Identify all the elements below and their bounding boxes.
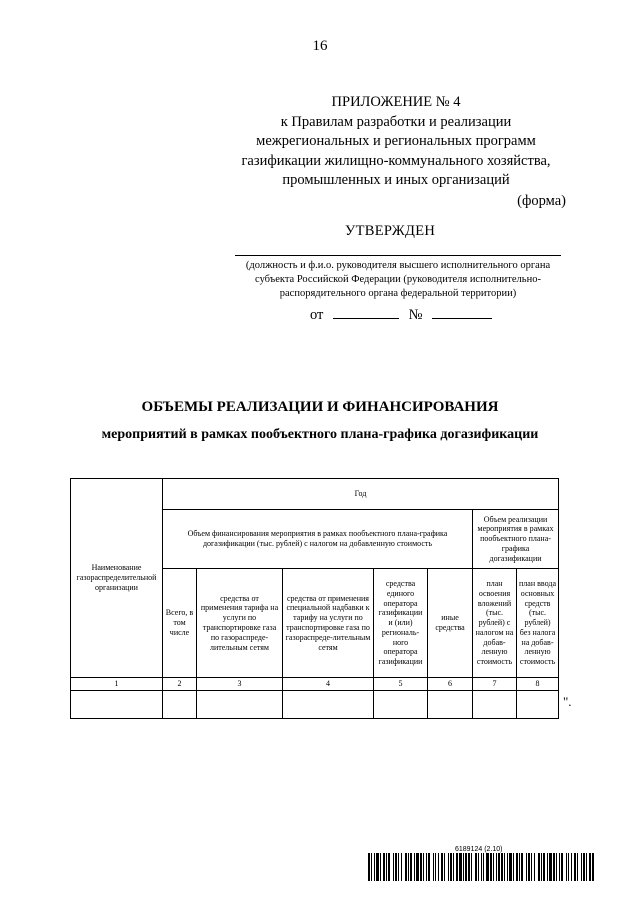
appendix-line: межрегиональных и региональных программ xyxy=(256,133,536,149)
appendix-line: ПРИЛОЖЕНИЕ № 4 xyxy=(331,94,461,110)
financing-table xyxy=(70,478,559,719)
approved-heading: УТВЕРЖДЕН xyxy=(345,223,436,239)
table-cell xyxy=(428,691,473,719)
signature-caption-line: распорядительного органа федеральной территории) xyxy=(279,288,517,299)
table-cell xyxy=(163,691,197,719)
appendix-line: к Правилам разработки и реализации xyxy=(280,113,512,130)
header-operator-funds: средства единого оператора газификации и (или) региональ-ного оператора газификации xyxy=(374,569,428,678)
header-organization: Наименование газораспределительной организации xyxy=(71,479,163,678)
column-number: 4 xyxy=(283,678,374,691)
header-financing: Объем финансирования мероприятия в рамках пообъектного плана-графика догазификации (тыс. рублей) с налогом на добавленную стоимость xyxy=(163,510,473,569)
signature-caption-line: (должность и ф.и.о. руководителя высшего исполнительного органа xyxy=(245,260,551,271)
date-blank xyxy=(333,305,399,319)
column-number: 6 xyxy=(428,678,473,691)
table-cell xyxy=(517,691,559,719)
document-title: ОБЪЕМЫ РЕАЛИЗАЦИИ И ФИНАНСИРОВАНИЯ xyxy=(141,399,499,415)
column-number: 8 xyxy=(517,678,559,691)
appendix-header xyxy=(226,93,566,191)
column-number: 3 xyxy=(197,678,283,691)
number-blank xyxy=(432,305,492,319)
signature-caption-line: субъекта Российской Федерации (руководителя исполнительно- xyxy=(255,274,541,285)
header-total: Всего, в том числе xyxy=(163,569,197,678)
column-number: 1 xyxy=(71,678,163,691)
closing-quote: ". xyxy=(563,694,572,709)
table-row xyxy=(71,691,559,719)
header-investment-plan: план освоения вложений (тыс. рублей) с налогом на добав-ленную стоимость xyxy=(473,569,517,678)
barcode-image xyxy=(368,853,594,881)
column-number: 7 xyxy=(473,678,517,691)
form-label: (форма) xyxy=(517,193,566,209)
barcode-bar xyxy=(592,853,594,881)
signature-caption xyxy=(226,259,570,301)
header-tariff-funds: средства от применения тарифа на услуги по транспортировке газа по газораспреде-лительным сетям xyxy=(197,569,283,678)
signature-line xyxy=(235,255,561,256)
date-from-label: от xyxy=(310,307,324,323)
date-line xyxy=(310,305,492,324)
header-year: Год xyxy=(163,479,559,510)
barcode-number: 6189124 (2.10) xyxy=(455,846,503,853)
appendix-line: газификации жилищно-коммунального хозяйства, xyxy=(241,152,551,169)
header-implementation: Объем реализации мероприятия в рамках пообъектного плана-графика догазификации xyxy=(473,510,559,569)
table-cell xyxy=(374,691,428,719)
column-number: 5 xyxy=(374,678,428,691)
column-number: 2 xyxy=(163,678,197,691)
header-assets-plan: план ввода основных средств (тыс. рублей) без налога на добав-ленную стоимость xyxy=(517,569,559,678)
header-other-funds: иные средства xyxy=(428,569,473,678)
table-cell xyxy=(71,691,163,719)
number-label: № xyxy=(408,307,423,323)
table-cell xyxy=(197,691,283,719)
page-number: 16 xyxy=(312,38,328,54)
document-subtitle: мероприятий в рамках пообъектного плана-графика догазификации xyxy=(101,427,539,442)
header-surcharge-funds: средства от применения специальной надбавки к тарифу на услуги по транспортировке газа по газораспреде-лительным сетям xyxy=(283,569,374,678)
table-cell xyxy=(473,691,517,719)
appendix-line: промышленных и иных организаций xyxy=(282,172,510,188)
table-cell xyxy=(283,691,374,719)
